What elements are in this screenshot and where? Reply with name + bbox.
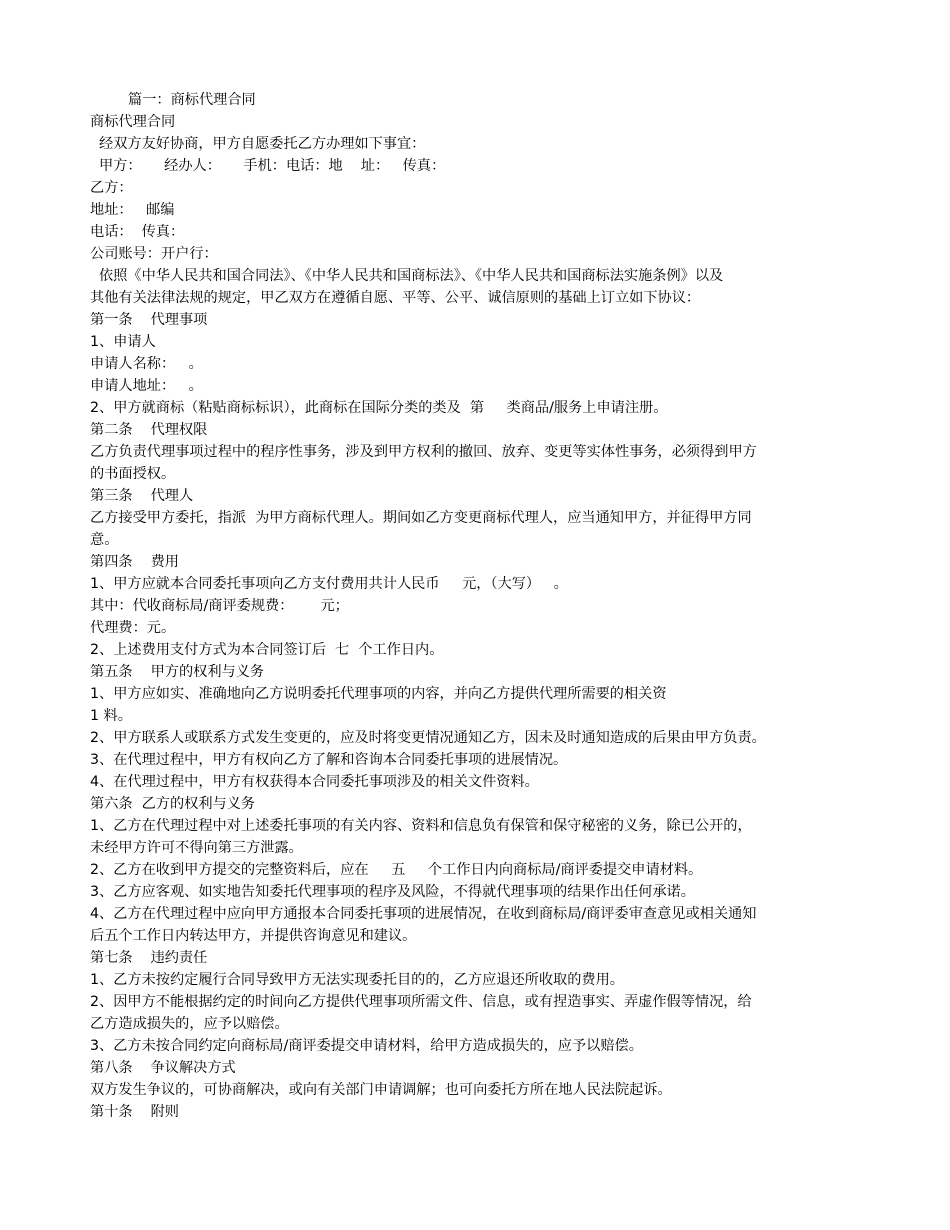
text-line: 1、乙方未按约定履行合同导致甲方无法实现委托目的的，乙方应退还所收取的费用。: [90, 972, 624, 988]
text-line: 4、在代理过程中，甲方有权获得本合同委托事项涉及的相关文件资料。: [90, 774, 539, 790]
article-heading: 第二条 代理权限: [90, 422, 208, 438]
article-heading: 第三条 代理人: [90, 488, 194, 504]
text-line: 2、甲方联系人或联系方式发生变更的，应及时将变更情况通知乙方，因未及时通知造成的后果由甲方负责。: [90, 730, 766, 746]
text-line: 2、上述费用支付方式为本合同签订后 七 个工作日内。: [90, 642, 444, 658]
phone-line: 电话： 传真：: [90, 224, 185, 240]
article-heading: 第五条 甲方的权利与义务: [90, 664, 265, 680]
text-line: 申请人名称： 。: [90, 356, 203, 372]
account-line: 公司账号：开户行：: [90, 246, 218, 262]
text-line: 后五个工作日内转达甲方，并提供咨询意见和建议。: [90, 928, 417, 944]
text-line: 乙方负责代理事项过程中的程序性事务，涉及到甲方权利的撤回、放弃、变更等实体性事务，必须得到甲方: [90, 444, 757, 460]
text-line: 1、甲方应就本合同委托事项向乙方支付费用共计人民币 元，（大写） 。: [90, 576, 568, 592]
text-line: 意。: [90, 532, 119, 548]
text-line: 其中：代收商标局/商评委规费： 元；: [90, 598, 349, 614]
contract-title: 商标代理合同: [90, 114, 176, 130]
article-heading: 第六条 乙方的权利与义务: [90, 796, 256, 812]
text-line: 经双方友好协商，甲方自愿委托乙方办理如下事宜：: [90, 136, 426, 152]
text-line: 代理费：元。: [90, 620, 176, 636]
text-line: 未经甲方许可不得向第三方泄露。: [90, 840, 303, 856]
text-line: 2、因甲方不能根据约定的时间向乙方提供代理事项所需文件、信息，或有捏造事实、弄虚作假等情况，给: [90, 994, 752, 1010]
address-line: 地址： 邮编: [90, 202, 175, 218]
text-line: 依照《中华人民共和国合同法》、《中华人民共和国商标法》、《中华人民共和国商标法实施条例》以及: [90, 268, 724, 284]
text-line: 4、乙方在代理过程中应向甲方通报本合同委托事项的进展情况，在收到商标局/商评委审查意见或相关通知: [90, 906, 757, 922]
text-line: 1、乙方在代理过程中对上述委托事项的有关内容、资料和信息负有保管和保守秘密的义务，除已公开的，: [90, 818, 752, 834]
text-line: 3、乙方应客观、如实地告知委托代理事项的程序及风险，不得就代理事项的结果作出任何承诺。: [90, 884, 695, 900]
article-heading: 第一条 代理事项: [90, 312, 208, 328]
article-heading: 第七条 违约责任: [90, 950, 208, 966]
text-line: 申请人地址： 。: [90, 378, 203, 394]
text-line: 乙方接受甲方委托，指派 为甲方商标代理人。期间如乙方变更商标代理人，应当通知甲方，并征得甲方同: [90, 510, 752, 526]
text-line: 1 料。: [90, 708, 132, 724]
text-line: 1、申请人: [90, 334, 156, 350]
text-line: 双方发生争议的，可协商解决，或向有关部门申请调解；也可向委托方所在地人民法院起诉。: [90, 1082, 672, 1098]
text-line: 3、乙方未按合同约定向商标局/商评委提交申请材料，给甲方造成损失的，应予以赔偿。: [90, 1038, 643, 1054]
article-heading: 第八条 争议解决方式: [90, 1060, 236, 1076]
text-line: 2、乙方在收到甲方提交的完整资料后，应在 五 个工作日内向商标局/商评委提交申请材料。: [90, 862, 703, 878]
text-line: 1、甲方应如实、准确地向乙方说明委托代理事项的内容，并向乙方提供代理所需要的相关资: [90, 686, 667, 702]
document-page: [90, 89, 870, 1123]
party-a-line: 甲方： 经办人： 手机：电话：地 址： 传真：: [90, 158, 446, 174]
text-line: 乙方造成损失的，应予以赔偿。: [90, 1016, 289, 1032]
text-line: 的书面授权。: [90, 466, 176, 482]
text-line: 2、甲方就商标（粘贴商标标识），此商标在国际分类的类及 第 类商品/服务上申请注册。: [90, 400, 668, 416]
article-heading: 第十条 附则: [90, 1104, 179, 1120]
section-heading: 篇一：商标代理合同: [128, 92, 256, 108]
text-line: 3、在代理过程中，甲方有权向乙方了解和咨询本合同委托事项的进展情况。: [90, 752, 568, 768]
article-heading: 第四条 费用: [90, 554, 179, 570]
text-line: 其他有关法律法规的规定，甲乙双方在遵循自愿、平等、公平、诚信原则的基础上订立如下协议：: [90, 290, 701, 306]
party-b-line: 乙方：: [90, 180, 133, 196]
